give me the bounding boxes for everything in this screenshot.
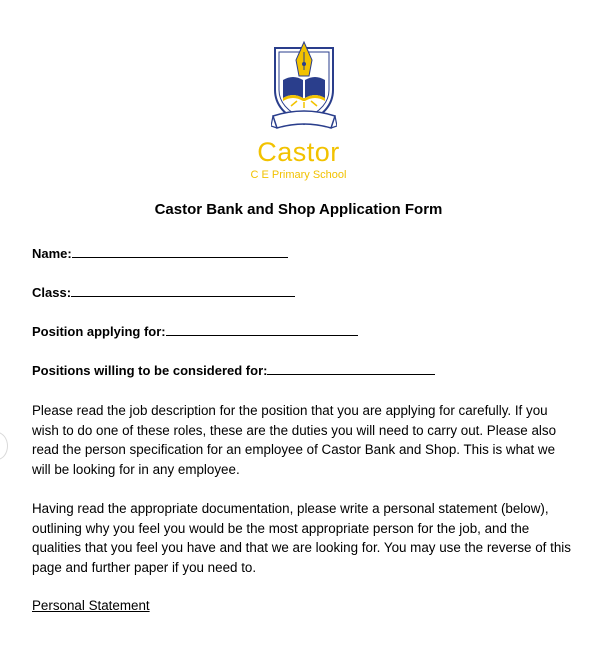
name-label: Name: [32, 246, 72, 261]
class-blank-line[interactable] [71, 284, 295, 297]
positions-willing-field [32, 362, 435, 380]
name-blank-line[interactable] [72, 245, 288, 258]
instructions-paragraph-1: Please read the job description for the position that you are applying for carefully. If you wish to do one of these roles, these are the duties you will need to carry out. Please also read the person specification for an employee of Castor Bank and Shop. This is what we will be looking for in any employee. [32, 403, 557, 477]
instructions-paragraph-2: Having read the appropriate documentation, please write a personal statement (below), outlining why you feel you would be the most appropriate person for the job, and the qualities that you feel you have and that we are looking for. You may use the reverse of this page and further paper if you need to. [32, 501, 571, 575]
school-subtitle: C E Primary School [250, 169, 347, 181]
positions-willing-label: Positions willing to be considered for: [32, 363, 268, 378]
personal-statement-heading: Personal Statement [32, 598, 150, 613]
position-blank-line[interactable] [166, 323, 358, 336]
page-edge-mark [0, 432, 8, 460]
school-name: Castor [257, 137, 340, 167]
form-title: Castor Bank and Shop Application Form [154, 201, 443, 218]
name-field [32, 245, 288, 263]
class-label: Class: [32, 285, 72, 300]
position-label: Position applying for: [32, 324, 166, 339]
position-field [32, 323, 358, 341]
positions-willing-blank-line[interactable] [267, 362, 435, 375]
school-crest-logo [271, 40, 337, 132]
class-field [32, 284, 295, 302]
